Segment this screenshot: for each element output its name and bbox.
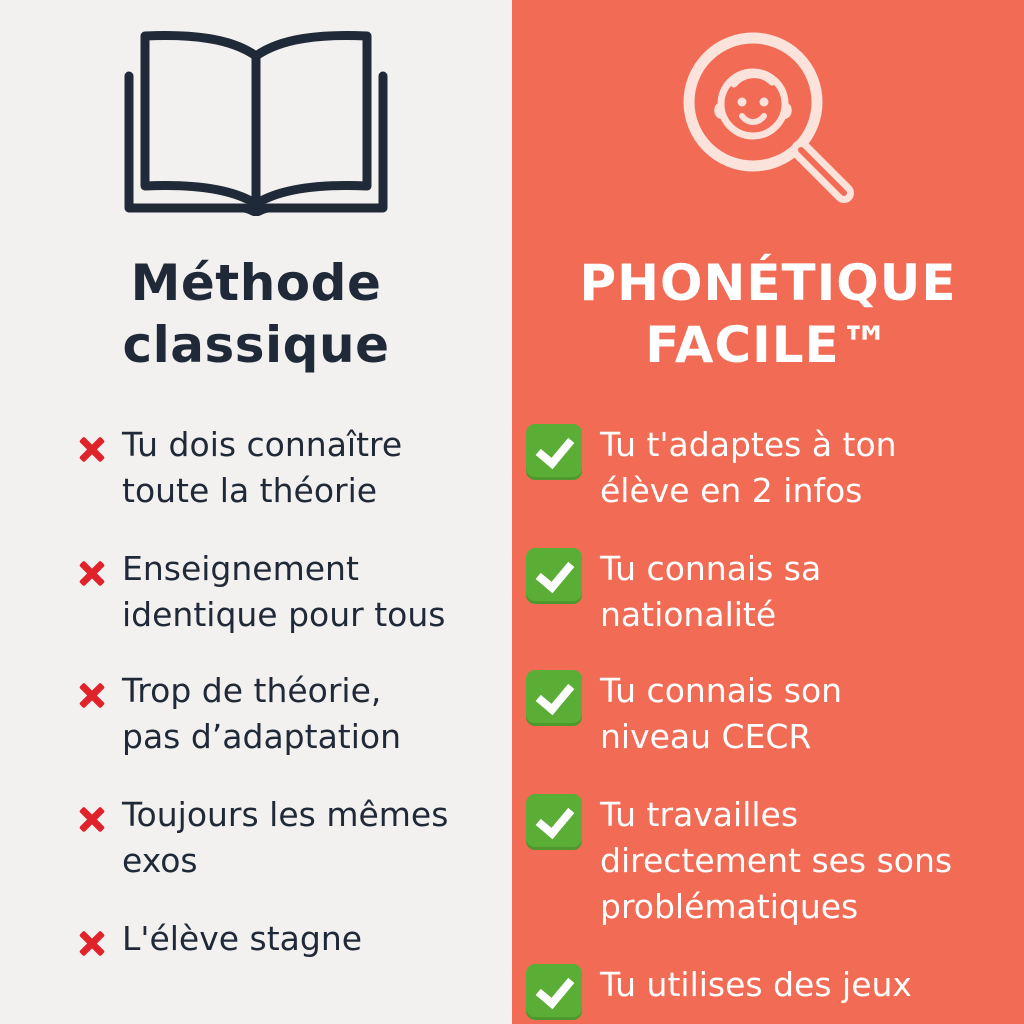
list-item-text: Tu utilises des jeux	[600, 965, 912, 1004]
check-mark-icon	[526, 424, 582, 480]
list-item	[526, 792, 952, 930]
cross-mark-icon	[72, 552, 116, 596]
list-item	[526, 668, 842, 760]
phonetique-facile-column	[512, 0, 1024, 1024]
cross-mark-icon	[72, 798, 116, 842]
list-item	[526, 962, 912, 1020]
list-item-text: Trop de théorie, pas d’adaptation	[122, 671, 402, 756]
phonetique-facile-title	[512, 252, 1024, 376]
list-item-text: L'élève stagne	[122, 919, 363, 958]
cross-mark-icon	[72, 674, 116, 718]
list-item-text: Toujours les mêmes exos	[122, 795, 449, 880]
check-mark-icon	[526, 964, 582, 1020]
list-item-text: Tu connais son niveau CECR	[600, 671, 843, 756]
classic-method-title	[0, 252, 512, 376]
classic-title-line1: Méthode	[130, 254, 382, 312]
list-item	[72, 792, 448, 884]
list-item-text: Tu connais sa nationalité	[600, 549, 822, 634]
check-mark-icon	[526, 670, 582, 726]
list-item	[72, 916, 362, 966]
phonetique-title-line2: FACILE™	[645, 316, 891, 374]
list-item-text: Tu dois connaître toute la théorie	[122, 425, 403, 510]
list-item-text: Tu t'adaptes à ton élève en 2 infos	[600, 425, 897, 510]
classic-title-line2: classique	[122, 316, 390, 374]
list-item	[72, 546, 445, 638]
list-item-text: Tu travailles directement ses sons problématiques	[600, 795, 953, 926]
cross-mark-icon	[72, 922, 116, 966]
phonetique-title-line1: PHONÉTIQUE	[579, 254, 957, 312]
check-mark-icon	[526, 548, 582, 604]
list-item	[72, 668, 401, 760]
open-book-icon	[0, 26, 512, 216]
list-item	[526, 546, 821, 638]
list-item	[526, 422, 897, 514]
list-item	[72, 422, 402, 514]
cross-mark-icon	[72, 428, 116, 472]
check-mark-icon	[526, 794, 582, 850]
list-item-text: Enseignement identique pour tous	[122, 549, 446, 634]
magnifier-face-icon	[512, 26, 1024, 216]
